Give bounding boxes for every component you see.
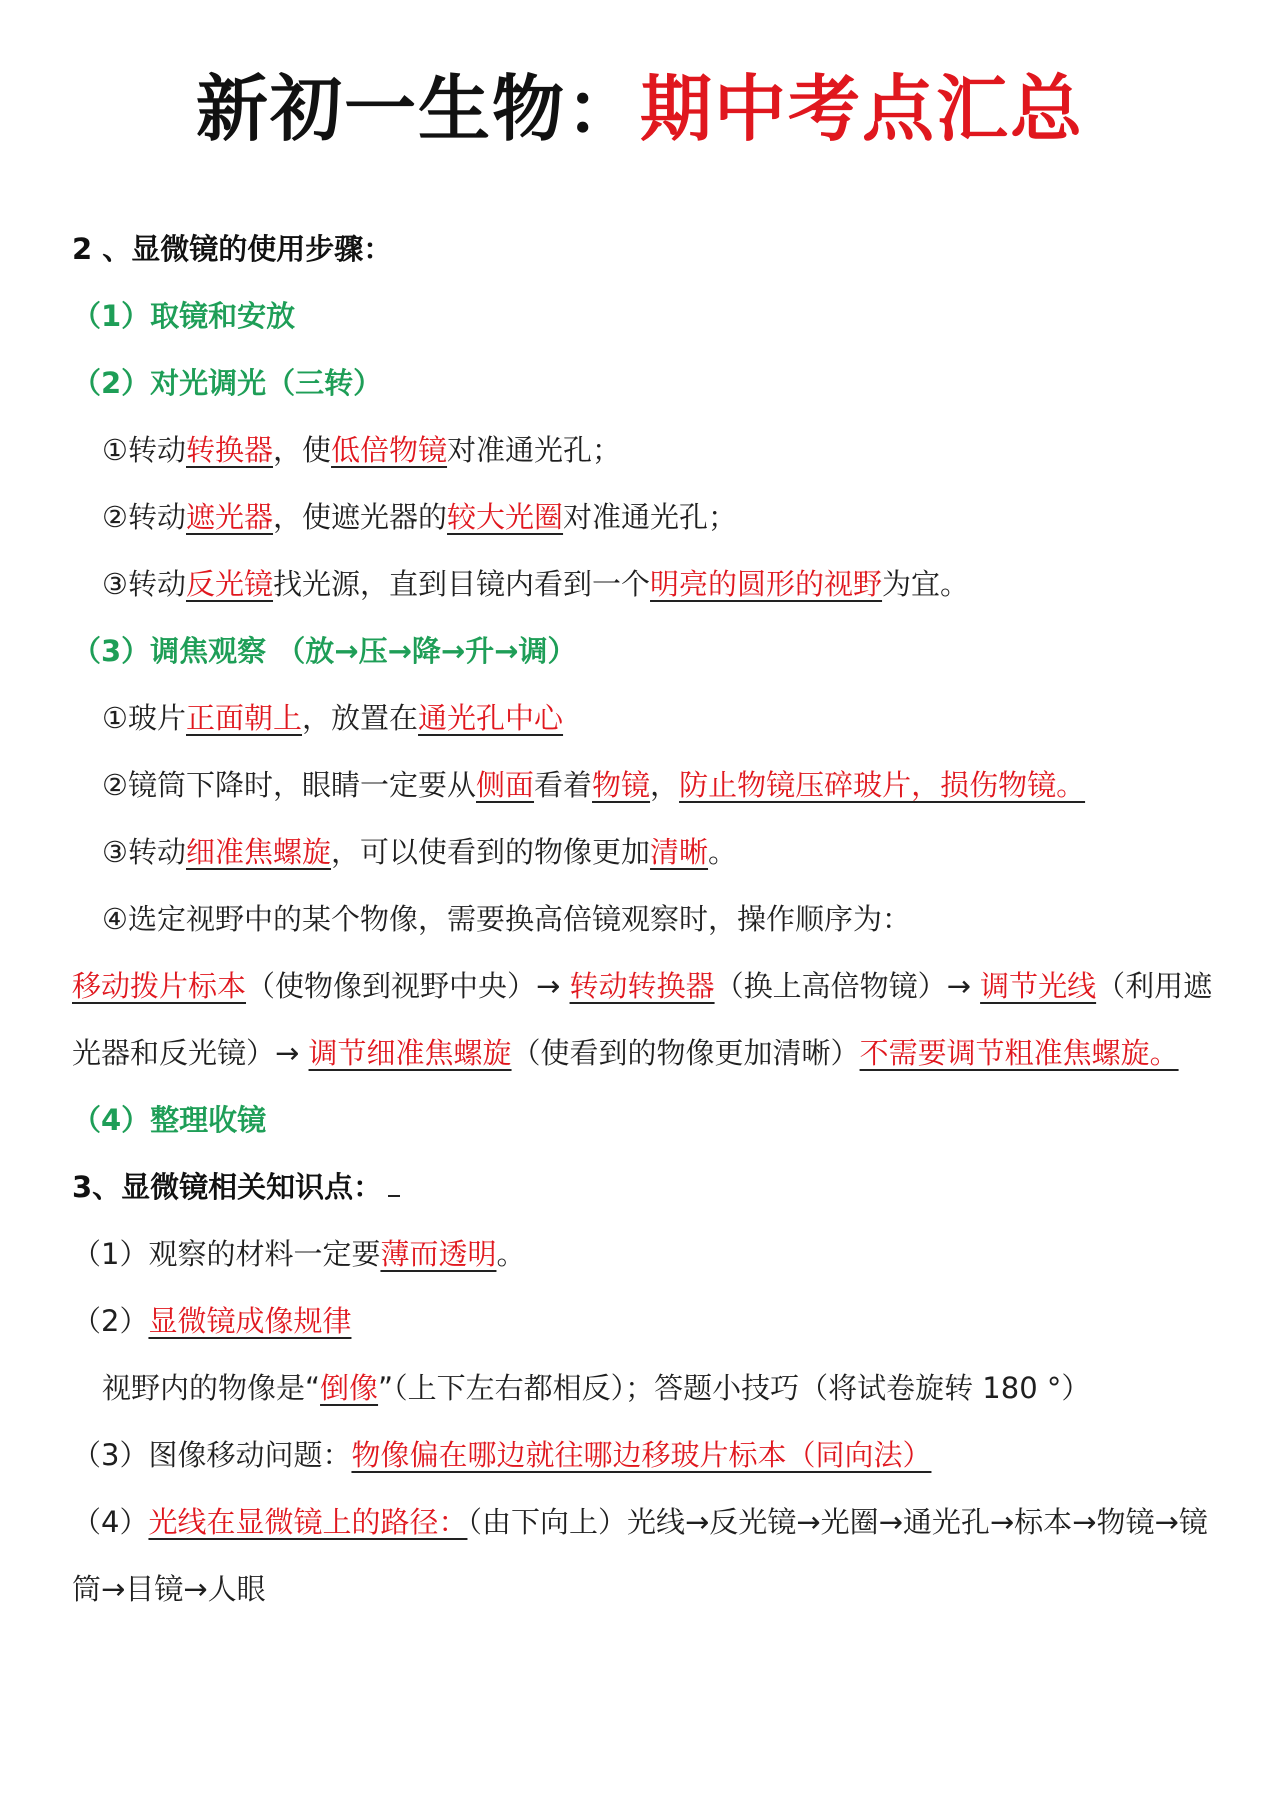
keyword: 遮光器	[186, 500, 274, 534]
knowledge-item-3: （3）图像移动问题：物像偏在哪边就往哪边移玻片标本（同向法）	[72, 1438, 932, 1472]
step-4-heading: （4）整理收镜	[72, 1103, 267, 1137]
keyword: 较大光圈	[447, 500, 564, 534]
keyword: 调节细准焦螺旋	[308, 1036, 512, 1070]
text-cursor-mark	[388, 1169, 400, 1197]
step-3-heading: （3）调焦观察 （放→压→降→升→调）	[72, 634, 577, 668]
keyword: 光线在显微镜上的路径：	[148, 1505, 468, 1539]
keyword: 显微镜成像规律	[148, 1304, 352, 1338]
step-2-item-1: ①转动转换器，使低倍物镜对准通光孔；	[102, 433, 622, 467]
keyword: 通光孔中心	[418, 701, 564, 735]
keyword: 侧面	[476, 768, 535, 802]
document-body	[72, 216, 1222, 1623]
step-3-item-3: ③转动细准焦螺旋，可以使看到的物像更加清晰。	[102, 835, 738, 869]
keyword: 不需要调节粗准焦螺旋。	[859, 1036, 1179, 1070]
title-highlight: 期中考点汇总	[640, 67, 1085, 151]
keyword: 倒像	[320, 1371, 379, 1405]
keyword: 清晰	[650, 835, 709, 869]
keyword: 转换器	[186, 433, 274, 467]
section-2-heading: 2 、显微镜的使用步骤：	[72, 232, 393, 266]
high-power-procedure: 移动拨片标本（使物像到视野中央）→ 转动转换器（换上高倍物镜）→ 调节光线（利用遮光器和反光镜）→ 调节细准焦螺旋（使看到的物像更加清晰）不需要调节粗准焦螺旋。	[72, 969, 1213, 1070]
title-prefix: 新初一生物：	[195, 67, 640, 151]
keyword: 调节光线	[980, 969, 1097, 1003]
knowledge-item-1: （1）观察的材料一定要薄而透明。	[72, 1237, 526, 1271]
keyword: 防止物镜压碎玻片，损伤物镜。	[679, 768, 1086, 802]
step-3-item-2: ②镜筒下降时，眼睛一定要从侧面看着物镜，防止物镜压碎玻片，损伤物镜。	[72, 752, 1222, 819]
image-rule-detail: 视野内的物像是“倒像”（上下左右都相反）；答题小技巧（将试卷旋转 180 °）	[102, 1371, 1091, 1405]
keyword: 正面朝上	[186, 701, 303, 735]
section-3-heading: 3、显微镜相关知识点：	[72, 1154, 1222, 1221]
keyword: 明亮的圆形的视野	[650, 567, 883, 601]
step-3-item-1: ①玻片正面朝上，放置在通光孔中心	[102, 701, 564, 735]
keyword: 反光镜	[186, 567, 274, 601]
keyword: 移动拨片标本	[72, 969, 247, 1003]
step-2-item-2: ②转动遮光器，使遮光器的较大光圈对准通光孔；	[102, 500, 738, 534]
keyword: 薄而透明	[380, 1237, 497, 1271]
page-title	[0, 64, 1280, 154]
keyword: 物像偏在哪边就往哪边移玻片标本（同向法）	[351, 1438, 932, 1472]
knowledge-item-2: （2）显微镜成像规律	[72, 1304, 352, 1338]
step-2-item-3: ③转动反光镜找光源，直到目镜内看到一个明亮的圆形的视野为宜。	[102, 567, 970, 601]
keyword: 低倍物镜	[331, 433, 448, 467]
step-2-heading: （2）对光调光（三转）	[72, 366, 383, 400]
step-1-heading: （1）取镜和安放	[72, 299, 296, 333]
knowledge-item-4: （4）光线在显微镜上的路径：（由下向上）光线→反光镜→光圈→通光孔→标本→物镜→镜筒→目镜→人眼	[72, 1505, 1208, 1606]
keyword: 物镜	[592, 768, 651, 802]
step-3-item-4: ④选定视野中的某个物像，需要换高倍镜观察时，操作顺序为：	[102, 902, 911, 936]
keyword: 细准焦螺旋	[186, 835, 332, 869]
keyword: 转动转换器	[569, 969, 715, 1003]
